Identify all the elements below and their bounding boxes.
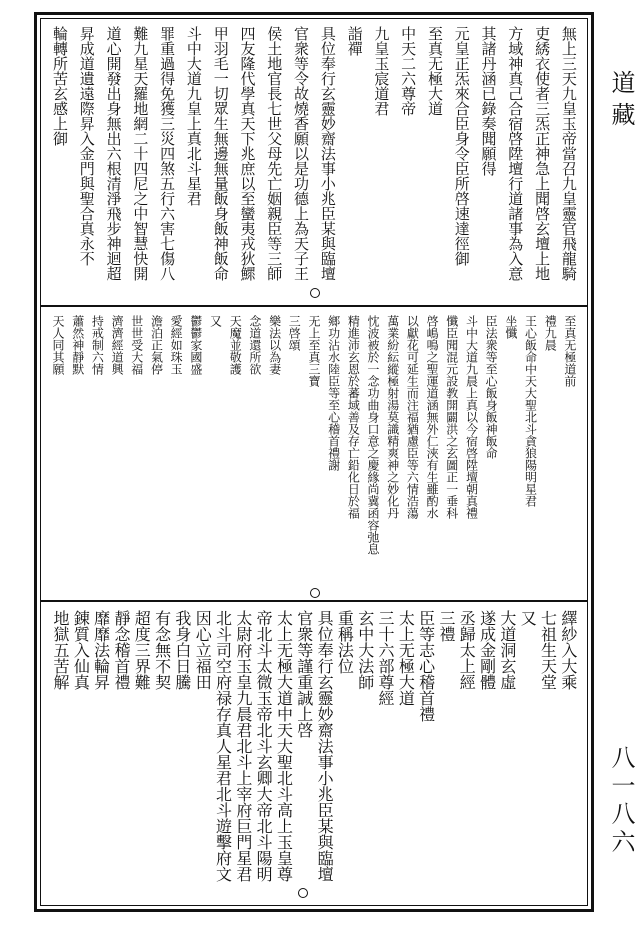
text-column: 三十六部尊經	[376, 610, 395, 706]
text-column: 三啓頌	[287, 315, 302, 351]
text-column: 有念無不契	[152, 610, 172, 690]
text-column: 三禮	[436, 610, 456, 642]
text-column: 天魔並敬護	[228, 315, 243, 375]
text-column: 澹泊正氣停	[149, 315, 164, 375]
text-column: 錬質入仙真	[71, 610, 91, 690]
text-column: 我身白日騰	[172, 610, 192, 690]
text-column: 天人同其願	[51, 315, 65, 375]
text-column: 臣法衆等至心飯身飯神飯命	[484, 315, 499, 459]
text-column: 北斗司空府禄存真人星君北斗遊擊府文	[213, 610, 233, 882]
page-number: 八一八六	[607, 745, 635, 857]
text-column: 侯土地官長七世父母先亡姻親臣等三師	[265, 26, 284, 281]
text-column: 坐懺	[503, 315, 518, 339]
text-column: 斗中大道九晨上真以今宿啓陞壇朝真禮	[464, 315, 479, 519]
text-column: 忱波被於一念功曲身口意之慶緣尚冀函容弛息	[366, 315, 380, 555]
collection-label: 道藏	[607, 70, 635, 134]
text-column: 濟濟經道興	[110, 315, 125, 375]
text-column: 斗中大道九皇上真北斗星君	[184, 26, 203, 206]
text-column: 因心立福田	[193, 610, 213, 690]
text-column: 太尉府玉皇九晨君北斗上宰府巨門星君	[233, 610, 253, 882]
text-column: 七祖生天堂	[538, 610, 558, 690]
text-column: 禮九晨	[543, 315, 558, 351]
text-column: 又	[208, 315, 223, 327]
text-column: 具位奉行玄靈妙齋法事小兆臣某與臨壇	[315, 610, 335, 882]
text-column: 甲羽毛一切眾生無邊無量飯身飯神飯命	[211, 26, 230, 281]
text-column: 官衆等令故燒香願以是功德上為天子王	[292, 26, 311, 281]
text-column: 無上三天九皇玉帝當召九皇靈官飛龍騎	[559, 26, 578, 281]
text-column: 靡靡法輪昇	[91, 610, 111, 690]
text-column: 官衆等謹重誠上啓	[294, 610, 314, 738]
text-column: 帝北斗太微玉帝北斗玄卿大帝北斗陽明	[254, 610, 274, 882]
text-column: 吏綉衣使者三炁正神急上聞啓玄壇上地	[533, 26, 552, 281]
text-column: 至真无極大道	[425, 26, 444, 116]
text-column: 地獄五苦解	[51, 610, 70, 690]
text-column: 玄中大法師	[355, 610, 375, 690]
text-column: 昇成道遺遠際昇入金門與聖合真永不	[77, 26, 96, 266]
text-column: 愛經如珠玉	[169, 315, 184, 375]
register-middle	[40, 307, 588, 600]
text-column: 罪重過得免獲三災四煞五行六害七傷八	[158, 26, 177, 281]
text-column: 方域神真己合宿啓陞壇行道諸事為入意	[506, 26, 525, 281]
text-column: 王心飯命中天大聖北斗貪狼陽明星君	[523, 315, 538, 507]
text-column: 丞歸太上經	[457, 610, 477, 690]
text-column: 詣禪	[345, 26, 364, 56]
text-column: 輪轉所苦玄感上御	[51, 26, 69, 146]
text-column: 太上无極大道	[396, 610, 416, 706]
text-column: 世世受大福	[129, 315, 144, 375]
text-column: 精進沛玄恩於蕃域善及存亡鉛化日於福	[346, 315, 361, 519]
text-column: 臣等志心稽首禮	[416, 610, 436, 722]
text-column: 九皇玉宸道君	[372, 26, 391, 116]
text-column: 樂法以為妻	[267, 315, 282, 375]
register-top	[40, 18, 588, 305]
text-column: 難九星天羅地網二十四尼之中智慧快開	[131, 26, 150, 281]
text-column: 道心開發出身無出六根清淨飛步神迴超	[104, 26, 123, 281]
text-column: 中天二六尊帝	[399, 26, 418, 116]
text-column: 无上至真三寶	[306, 315, 321, 387]
register-bottom	[40, 602, 588, 906]
text-column: 四友隆代學真天下兆庶以至蠻夷戎狄鰥	[238, 26, 257, 281]
text-column: 具位奉行玄靈妙齋法事小兆臣某與臨壇	[318, 26, 337, 281]
text-column: 大道洞玄虛	[497, 610, 517, 690]
text-column: 其諸丹涵已錄奏聞願得	[479, 26, 498, 176]
text-column: 以獻花可延生而注福猶慮臣等六情浩蕩	[405, 315, 420, 519]
text-column: 遂成金剛體	[477, 610, 497, 690]
text-column: 蕭然神靜默	[70, 315, 85, 375]
text-column: 懺臣聞混元設教開闢洪之玄圖正一垂科	[444, 315, 459, 519]
text-column: 又	[518, 610, 538, 626]
text-column: 繹紗入大乘	[558, 610, 578, 690]
text-column: 至真无極道前	[562, 315, 577, 387]
text-column: 太上无極大道中天大聖北斗高上玉皇尊	[274, 610, 294, 882]
text-column: 鬱鬱家國盛	[188, 315, 203, 375]
text-column: 元皇正炁來合臣身令臣所啓速達徑御	[452, 26, 471, 266]
text-column: 鄉功沾水陸臣等至心稽首禮謝	[326, 315, 341, 471]
text-column: 持戒制六情	[90, 315, 105, 375]
text-column: 啓嶋鳴之聖運道涵無外仁浹有生雖酌水	[425, 315, 440, 519]
text-column: 萬業紛紜縱極射湯莫識精爽神之妙化丹	[385, 315, 400, 519]
text-column: 念道還所欲	[247, 315, 262, 375]
text-column: 重稱法位	[335, 610, 355, 674]
text-column: 靜念稽首禮	[111, 610, 131, 690]
text-column: 超度三界難	[132, 610, 152, 690]
